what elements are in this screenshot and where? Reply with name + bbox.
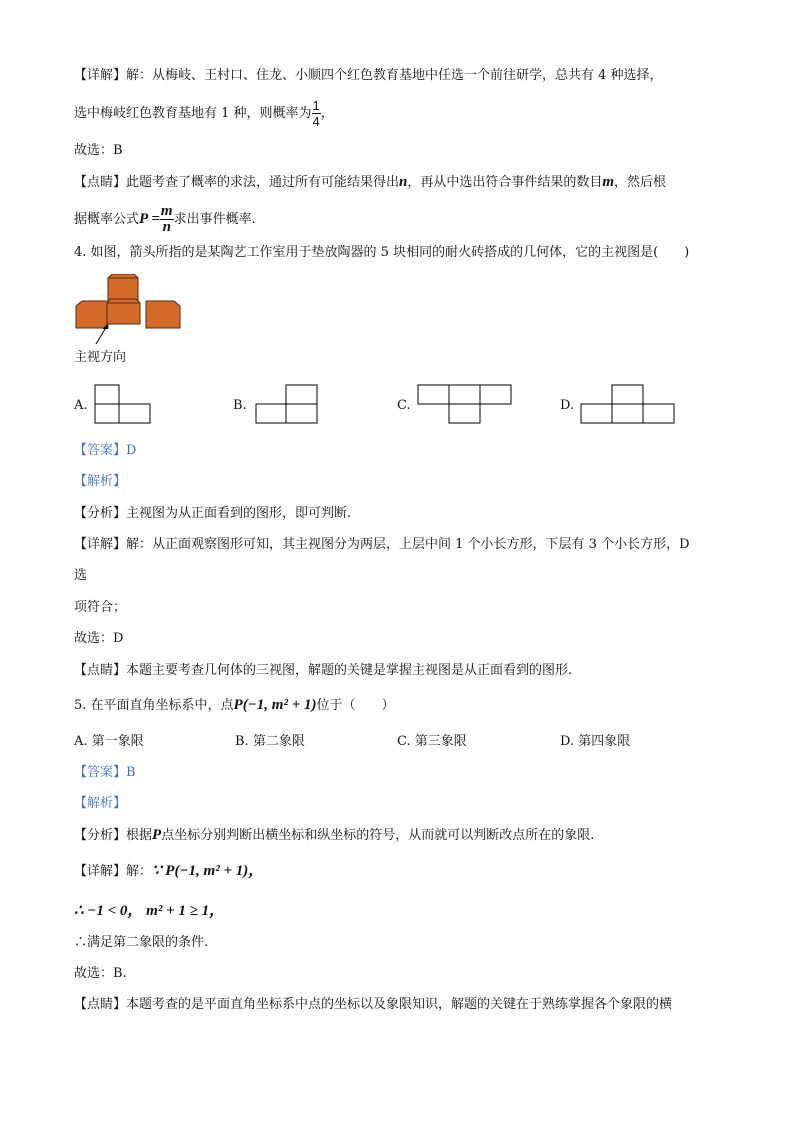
text: 【点睛】此题考查了概率的求法，通过所有可能结果得出 xyxy=(74,175,400,190)
option-label: B. xyxy=(233,398,247,413)
numerator: m xyxy=(160,203,173,219)
text: 点坐标分别判断出横坐标和纵坐标的符号，从而就可以判断改点所在的象限. xyxy=(161,828,595,843)
q3-detail-2 xyxy=(74,98,334,129)
q4-detail-1: 【详解】解：从正面观察图形可知，其主视图分为两层，上层中间 1 个小长方形，下层有 3 个小长方形，D xyxy=(74,537,690,552)
option-label: A. xyxy=(74,398,88,413)
math-n: n xyxy=(399,174,408,190)
q3-detail: 【详解】解：从梅岐、王村口、住龙、小顺四个红色教育基地中任选一个前往研学，总共有 4 种选择， xyxy=(74,68,663,83)
q4-comment: 【点睛】本题主要考查几何体的三视图，解题的关键是掌握主视图是从正面看到的图形. xyxy=(74,663,573,678)
option-d-diagram xyxy=(580,384,680,424)
q5-analysis-head: 【解析】 xyxy=(74,796,127,811)
math-m: m xyxy=(602,174,615,190)
text: ， xyxy=(320,106,334,121)
text: 选中梅岐红色教育基地有 1 种，则概率为 xyxy=(74,106,312,121)
math: ∵ P(−1, m² + 1)， xyxy=(152,863,264,879)
q3-choose: 故选：B xyxy=(74,143,123,158)
q3-comment-1 xyxy=(74,174,666,191)
math-point: P(−1, m² + 1) xyxy=(233,697,317,713)
q4-question: 4. 如图，箭头所指的是某陶艺工作室用于垫放陶器的 5 块相同的耐火砖搭成的几何体，它的主视图是( ) xyxy=(74,245,690,260)
fraction xyxy=(312,98,321,129)
answer: 【答案】D xyxy=(74,443,137,458)
text: ，再从中选出符合事件结果的数目 xyxy=(407,175,603,190)
text: 【详解】解： xyxy=(74,864,153,879)
text: 【分析】根据 xyxy=(74,828,153,843)
text: 据概率公式 xyxy=(74,212,140,227)
option-label: C. xyxy=(397,398,411,413)
text: 位于（ ） xyxy=(316,698,395,713)
text: ，然后根 xyxy=(614,175,667,190)
denominator: n xyxy=(162,219,171,235)
math-P: P = xyxy=(139,211,160,227)
option-a-diagram xyxy=(94,384,158,424)
q5-step-2: ∴满足第二象限的条件. xyxy=(74,935,209,950)
text: 5. 在平面直角坐标系中，点 xyxy=(74,698,234,713)
brick-figure xyxy=(74,274,184,354)
view-direction-label: 主视方向 xyxy=(74,350,127,365)
option-label: D. xyxy=(560,398,575,413)
text: 求出事件概率. xyxy=(173,212,256,227)
math-P: P xyxy=(152,827,162,843)
q5-option-c[interactable]: C. 第三象限 xyxy=(397,734,467,749)
q4-analysis-head: 【解析】 xyxy=(74,474,127,489)
q5-step-1: ∴ −1 < 0， m² + 1 ≥ 1， xyxy=(74,903,225,919)
q4-choose: 故选：D xyxy=(74,631,124,646)
q4-analysis: 【分析】主视图为从正面看到的图形，即可判断. xyxy=(74,506,352,521)
fraction xyxy=(160,204,174,235)
q5-choose: 故选：B. xyxy=(74,966,127,981)
q4-answer xyxy=(74,443,136,459)
q5-option-b[interactable]: B. 第二象限 xyxy=(235,734,305,749)
q5-answer: 【答案】B xyxy=(74,765,136,780)
q5-detail xyxy=(74,863,263,880)
q3-comment-2 xyxy=(74,204,256,235)
q5-comment: 【点睛】本题考查的是平面直角坐标系中点的坐标以及象限知识，解题的关键在于熟练掌握各个象限的横 xyxy=(74,997,673,1012)
option-c-diagram xyxy=(417,384,517,424)
numerator: 1 xyxy=(312,98,320,113)
q5-option-a[interactable]: A. 第一象限 xyxy=(74,734,144,749)
option-b-diagram xyxy=(255,384,319,424)
q5-question xyxy=(74,697,395,714)
q5-option-d[interactable]: D. 第四象限 xyxy=(560,734,631,749)
q4-detail-2: 选 xyxy=(74,568,88,583)
q4-detail-3: 项符合； xyxy=(74,600,127,615)
denominator: 4 xyxy=(312,114,320,129)
q5-analysis xyxy=(74,827,594,844)
